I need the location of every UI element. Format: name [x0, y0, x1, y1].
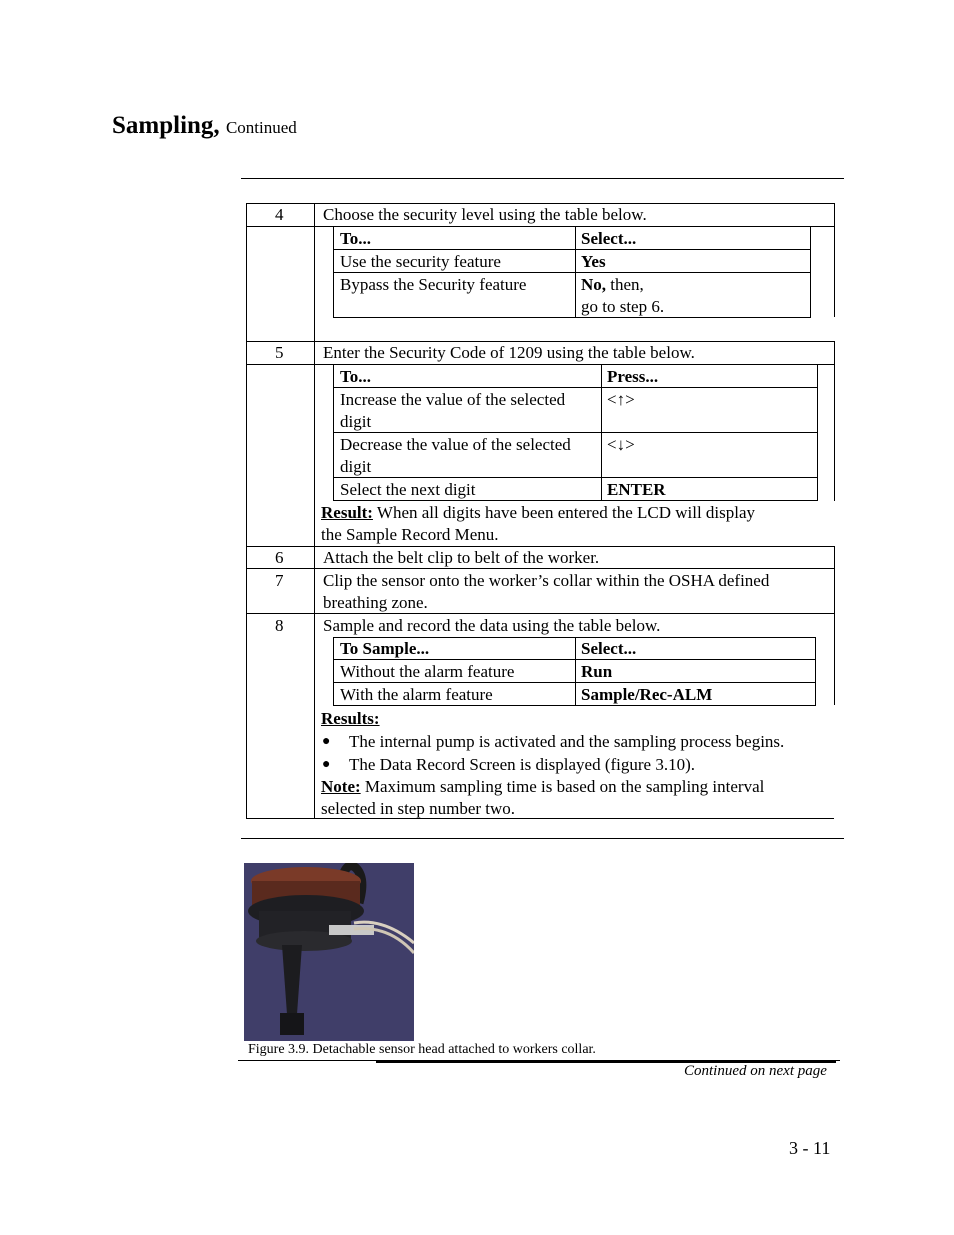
- bullet-icon: ●: [322, 734, 331, 749]
- page-title-main: Sampling,: [112, 112, 220, 139]
- table-cell: With the alarm feature: [340, 685, 493, 704]
- step-text: Clip the sensor onto the worker’s collar within the OSHA defined: [323, 571, 770, 590]
- table-right-border-4: [834, 203, 835, 317]
- table-cell: Use the security feature: [340, 252, 501, 271]
- page-number: 3 - 11: [789, 1138, 831, 1158]
- step-text: Enter the Security Code of 1209 using the table below.: [323, 343, 695, 362]
- row-line: [333, 432, 818, 433]
- row-line: [333, 249, 811, 250]
- table-right-border-5: [834, 341, 835, 501]
- step-number: 8: [275, 616, 284, 635]
- bottom-rule: [241, 838, 844, 839]
- table-cell: Without the alarm feature: [340, 662, 515, 681]
- table-number-divider: [314, 203, 315, 819]
- table-cell-bold: No,: [581, 275, 607, 294]
- table-right-border-6-8: [834, 546, 835, 705]
- table-cell: go to step 6.: [581, 297, 665, 316]
- note-label: Note:: [321, 777, 361, 796]
- step-number: 7: [275, 571, 284, 590]
- note-text-cont: selected in step number two.: [321, 799, 516, 818]
- result-text: When all digits have been entered the LCD will display: [372, 503, 756, 522]
- row-line: [333, 387, 818, 388]
- col-divider: [575, 637, 576, 706]
- result-text-cont: the Sample Record Menu.: [321, 525, 499, 544]
- row-line: [333, 477, 818, 478]
- bullet-item: The internal pump is activated and the sampling process begins.: [349, 732, 785, 751]
- results-label: Results:: [321, 709, 380, 728]
- table-cell: Sample/Rec-ALM: [581, 685, 713, 704]
- page-title: [112, 112, 297, 140]
- bullet-icon: ●: [322, 757, 331, 772]
- table-cell: digit: [340, 412, 372, 431]
- top-rule: [241, 178, 844, 179]
- table-cell: digit: [340, 457, 372, 476]
- step-number: 4: [275, 205, 284, 224]
- note-line: [321, 776, 764, 798]
- table-cell: [581, 274, 644, 296]
- table-cell-rest: then,: [606, 275, 644, 294]
- sensor-head-illustration: [244, 863, 414, 1041]
- table-cell: Run: [581, 662, 613, 681]
- table-header: To...: [340, 229, 372, 248]
- table-header: To...: [340, 367, 372, 386]
- table-cell: Increase the value of the selected: [340, 390, 566, 409]
- table-header: Press...: [607, 367, 659, 386]
- table-cell: Bypass the Security feature: [340, 275, 527, 294]
- enter-key: ENTER: [607, 480, 666, 499]
- result-line: [321, 502, 755, 524]
- table-header: To Sample...: [340, 639, 430, 658]
- step-text: Attach the belt clip to belt of the worker.: [323, 548, 600, 567]
- sensor-head-photo: [244, 863, 414, 1041]
- continued-on-next-page: Continued on next page: [684, 1063, 827, 1079]
- table-left-border: [246, 203, 247, 819]
- table-header: Select...: [581, 639, 637, 658]
- step-text: Sample and record the data using the table below.: [323, 616, 661, 635]
- up-arrow-key: <↑>: [607, 390, 635, 409]
- table-cell: Yes: [581, 252, 606, 271]
- table-cell: Decrease the value of the selected: [340, 435, 571, 454]
- result-label: Result:: [321, 503, 373, 522]
- step-number: 5: [275, 343, 284, 362]
- note-text: Maximum sampling time is based on the sampling interval: [360, 777, 765, 796]
- step-text-cont: breathing zone.: [323, 593, 428, 612]
- down-arrow-key: <↓>: [607, 435, 635, 454]
- step-text: Choose the security level using the table below.: [323, 205, 647, 224]
- figure-caption: Figure 3.9. Detachable sensor head attached to workers collar.: [248, 1042, 596, 1057]
- bullet-item: The Data Record Screen is displayed (figure 3.10).: [349, 755, 696, 774]
- step-number: 6: [275, 548, 284, 567]
- page-title-continued: Continued: [225, 118, 297, 137]
- table-header: Select...: [581, 229, 637, 248]
- table-cell: Select the next digit: [340, 480, 476, 499]
